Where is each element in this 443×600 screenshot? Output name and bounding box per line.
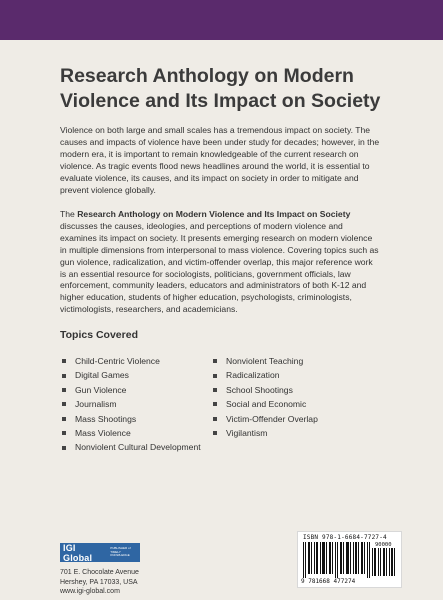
isbn-label: ISBN 978-1-6684-7727-4 [303, 534, 387, 541]
topic-label: Nonviolent Cultural Development [75, 442, 201, 453]
topic-label: Victim-Offender Overlap [226, 413, 318, 424]
topic-label: Digital Games [75, 370, 129, 381]
topic-item [60, 440, 201, 454]
address-line-1: 701 E. Chocolate Avenue [60, 569, 139, 576]
bullet-icon [213, 402, 217, 406]
barcode-addon-number: 90000 [375, 542, 392, 548]
publisher-website: www.igi-global.com [60, 588, 120, 595]
description-prefix: The [60, 209, 78, 219]
bullet-icon [62, 402, 66, 406]
description-book-name: Research Anthology on Modern Violence and Its Impact on Society [77, 209, 351, 219]
topic-label: School Shootings [226, 384, 293, 395]
publisher-logo [60, 543, 140, 562]
bullet-icon [213, 374, 217, 378]
book-title-line-1: Research Anthology on Modern [60, 65, 354, 87]
bullet-icon [62, 431, 66, 435]
description-body: discusses the causes, ideologies, and perceptions of modern violence and examines its impact on society. It presents emerging research on modern violence in multiple dimensions from interpersonal to mass violence. Covering topics such as gun violence, radicalization, and victim-offender overlap, this major reference work is an essential resource for sociologists, politicians, government officials, law enforcement, community leaders, educators and administrators of both K-12 and higher education, students of higher education, psychologists, criminologists, victimologists, researchers, and academicians. [60, 220, 379, 315]
topic-label: Journalism [75, 399, 117, 410]
topic-label: Mass Shootings [75, 413, 137, 424]
bullet-icon [62, 388, 66, 392]
bullet-icon [213, 431, 217, 435]
topic-item [60, 383, 201, 397]
topics-heading: Topics Covered [60, 329, 138, 341]
topic-item [211, 383, 318, 397]
topic-item [60, 368, 201, 382]
bullet-icon [62, 359, 66, 363]
bullet-icon [213, 359, 217, 363]
topic-item [60, 412, 201, 426]
topic-item [211, 368, 318, 382]
topic-item [211, 426, 318, 440]
top-color-band [0, 0, 443, 40]
topic-item [211, 397, 318, 411]
barcode-addon-bars [372, 548, 396, 576]
intro-paragraph: Violence on both large and small scales has a tremendous impact on society. The causes and impacts of violence have been under study for decades; however, in the modern era, it is important to remain knowledgeable of the current research on violence. As tragic events flood news headlines around the world, it is essential to evaluate violence, its causes, and its impact on society in order to mitigate and prevent violence globally. [60, 125, 380, 195]
back-cover [0, 40, 443, 600]
topic-label: Child-Centric Violence [75, 356, 160, 366]
topics-list-left [60, 354, 201, 455]
bullet-icon [62, 446, 66, 450]
description-paragraph [60, 209, 380, 316]
topic-item [60, 354, 201, 368]
topic-label: Nonviolent Teaching [226, 356, 304, 366]
book-title [60, 64, 390, 114]
publisher-logo-name: IGI Global [63, 542, 93, 563]
bullet-icon [62, 374, 66, 378]
topic-item [211, 412, 318, 426]
bullet-icon [62, 417, 66, 421]
bullet-icon [213, 417, 217, 421]
topic-item [60, 397, 201, 411]
address-line-2: Hershey, PA 17033, USA [60, 578, 138, 586]
topics-list-right [211, 354, 318, 440]
barcode-digits: 9 781668 477274 [301, 578, 356, 585]
barcode-main-bars [303, 542, 371, 578]
topic-label: Gun Violence [75, 384, 127, 395]
topic-label: Mass Violence [75, 428, 131, 439]
publisher-address [60, 568, 139, 597]
publisher-logo-tagline: PUBLISHER of TIMELY KNOWLEDGE [110, 546, 131, 558]
isbn-barcode [297, 531, 402, 588]
topic-item [60, 426, 201, 440]
topic-label: Radicalization [226, 370, 280, 381]
bullet-icon [213, 388, 217, 392]
topic-label: Social and Economic [226, 399, 307, 410]
topic-label: Vigilantism [226, 428, 268, 439]
topic-item [211, 354, 318, 368]
book-title-line-2: Violence and Its Impact on Society [60, 90, 381, 112]
